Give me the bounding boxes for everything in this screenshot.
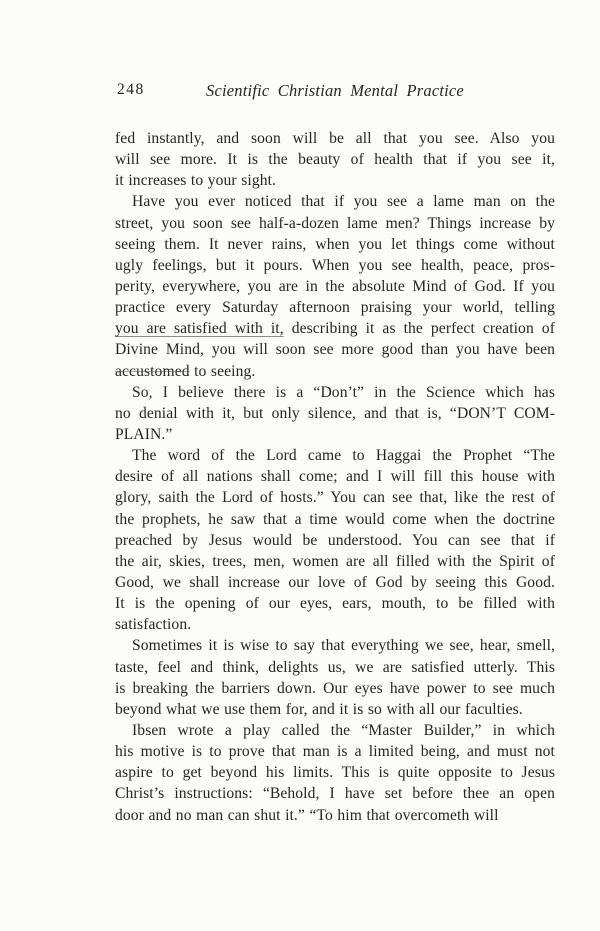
text-line: aspire to get beyond his limits. This is quite opposite to Jesus (115, 764, 555, 782)
text-line: preached by Jesus would be understood. You can see that if (115, 531, 555, 549)
text-line: Have you ever noticed that if you see a lame man on the (132, 193, 555, 211)
paragraph (115, 635, 555, 720)
text-line: street, you soon see half-a-dozen lame men? Things increase by (115, 214, 555, 232)
text-line: door and no man can shut it.” “To him that overcometh will (115, 806, 499, 824)
underline-mark: you are satisfied with it, (115, 320, 284, 338)
text-line: seeing them. It never rains, when you let things come without (115, 235, 555, 253)
text-line: Divine Mind, you will soon see more good than you have been (115, 341, 555, 359)
paragraph (115, 720, 555, 826)
paragraph (115, 128, 555, 191)
text-line: fed instantly, and soon will be all that you see. Also you (115, 130, 555, 147)
text-line: satisfaction. (115, 616, 192, 634)
text-line: ugly feelings, but it pours. When you see health, peace, pros- (115, 256, 555, 274)
text-line: So, I believe there is a “Don’t” in the Science which has (132, 383, 555, 401)
paragraph (115, 382, 555, 445)
text-line: the air, skies, trees, men, women are all filled with the Spirit of (115, 552, 555, 570)
paragraph (115, 191, 555, 381)
text-line: perity, everywhere, you are in the absolute Mind of God. If you (115, 277, 555, 295)
text-line: is breaking the barriers down. Our eyes have power to see much (115, 679, 555, 697)
text-line: glory, saith the Lord of hosts.” You can see that, like the rest of (115, 489, 555, 507)
running-header (115, 81, 555, 103)
text-line: no denial with it, but only silence, and that is, “DON’T COM- (115, 404, 555, 422)
text-line: desire of all nations shall come; and I will fill this house with (115, 468, 555, 486)
strike-mark: accustomed (115, 362, 190, 380)
paragraph (115, 445, 555, 635)
text-line: practice every Saturday afternoon praising your world, telling (115, 299, 555, 317)
text-line: taste, feel and think, delights us, we are satisfied utterly. This (115, 658, 555, 676)
text-line: Christ’s instructions: “Behold, I have set before thee an open (115, 785, 555, 803)
text-line: will see more. It is the beauty of health that if you see it, (115, 151, 555, 169)
text-line: accustomed to seeing. (115, 362, 256, 380)
page-body (115, 128, 555, 826)
text-line: you are satisfied with it, describing it as the perfect creation of (115, 320, 555, 338)
page-number: 248 (117, 81, 145, 98)
text-line: beyond what we use them for, and it is so with all our faculties. (115, 700, 523, 718)
running-title: Scientific Christian Mental Practice (206, 81, 464, 100)
text-line: Ibsen wrote a play called the “Master Builder,” in which (132, 721, 555, 739)
text-line: the prophets, he saw that a time would come when the doctrine (115, 510, 555, 528)
text-line: PLAIN.” (115, 425, 173, 443)
text-line: his motive is to prove that man is a limited being, and must not (115, 743, 555, 761)
text-line: Good, we shall increase our love of God by seeing this Good. (115, 573, 555, 591)
text-line: It is the opening of our eyes, ears, mouth, to be filled with (115, 595, 555, 613)
text-line: it increases to your sight. (115, 172, 277, 190)
text-line: Sometimes it is wise to say that everything we see, hear, smell, (132, 637, 555, 655)
text-line: The word of the Lord came to Haggai the Prophet “The (132, 447, 555, 465)
